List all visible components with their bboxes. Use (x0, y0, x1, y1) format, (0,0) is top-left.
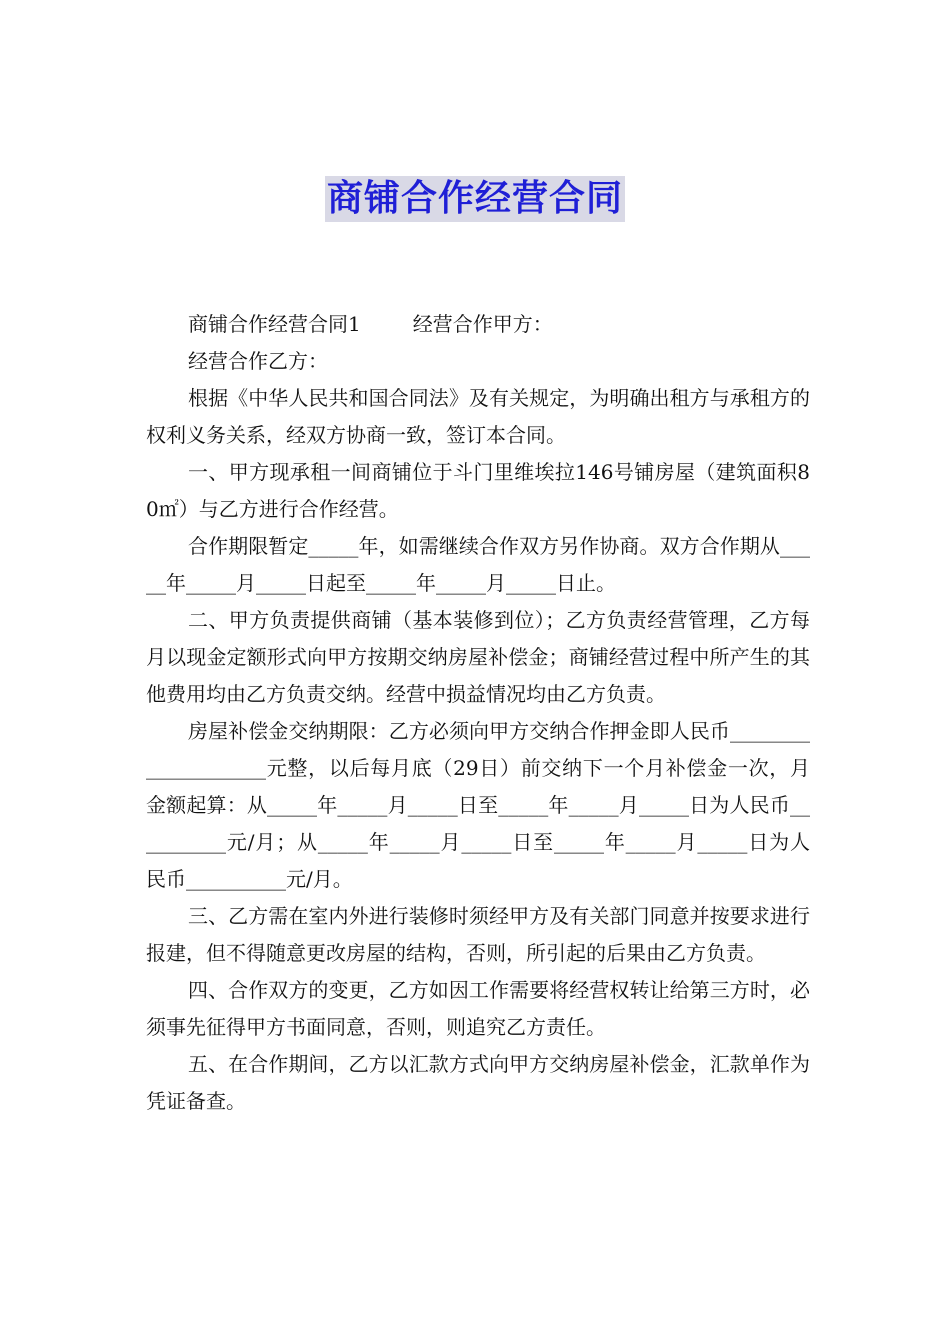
paragraph-term: 合作期限暂定_____年，如需继续合作双方另作协商。双方合作期从_____年_____月_____日起至_____年_____月_____日止。 (146, 534, 810, 595)
paragraph-clause-4: 四、合作双方的变更，乙方如因工作需要将经营权转让给第三方时，必须事先征得甲方书面同意，否则，则追究乙方责任。 (146, 978, 810, 1039)
party-a-label: 经营合作甲方： (412, 312, 553, 336)
title-container (0, 176, 950, 222)
paragraph-payment: 房屋补偿金交纳期限：乙方必须向甲方交纳合作押金即人民币____________________元整，以后每月底（29日）前交纳下一个月补偿金一次，月金额起算：从_____年_____月_____日至_____年_____月_____日为人民币__________元/月；从_____年_____月_____日至_____年_____月_____日为人民币__________元/月。 (146, 719, 810, 891)
contract-number-label: 商铺合作经营合同1 (188, 312, 361, 336)
document-body (146, 306, 810, 1120)
document-title: 商铺合作经营合同 (325, 176, 625, 222)
paragraph-clause-1: 一、甲方现承租一间商铺位于斗门里维埃拉146号铺房屋（建筑面积80㎡）与乙方进行合作经营。 (146, 460, 810, 521)
paragraph-clause-5: 五、在合作期间，乙方以汇款方式向甲方交纳房屋补偿金，汇款单作为凭证备查。 (146, 1052, 810, 1113)
party-b-label: 经营合作乙方： (188, 349, 328, 373)
paragraph-preamble: 根据《中华人民共和国合同法》及有关规定，为明确出租方与承租方的权利义务关系，经双方协商一致，签订本合同。 (146, 386, 810, 447)
paragraph-clause-2: 二、甲方负责提供商铺（基本装修到位）；乙方负责经营管理，乙方每月以现金定额形式向甲方按期交纳房屋补偿金；商铺经营过程中所产生的其他费用均由乙方负责交纳。经营中损益情况均由乙方负责。 (146, 608, 810, 706)
paragraph-header (146, 306, 810, 343)
paragraph-clause-3: 三、乙方需在室内外进行装修时须经甲方及有关部门同意并按要求进行报建，但不得随意更改房屋的结构，否则，所引起的后果由乙方负责。 (146, 904, 810, 965)
